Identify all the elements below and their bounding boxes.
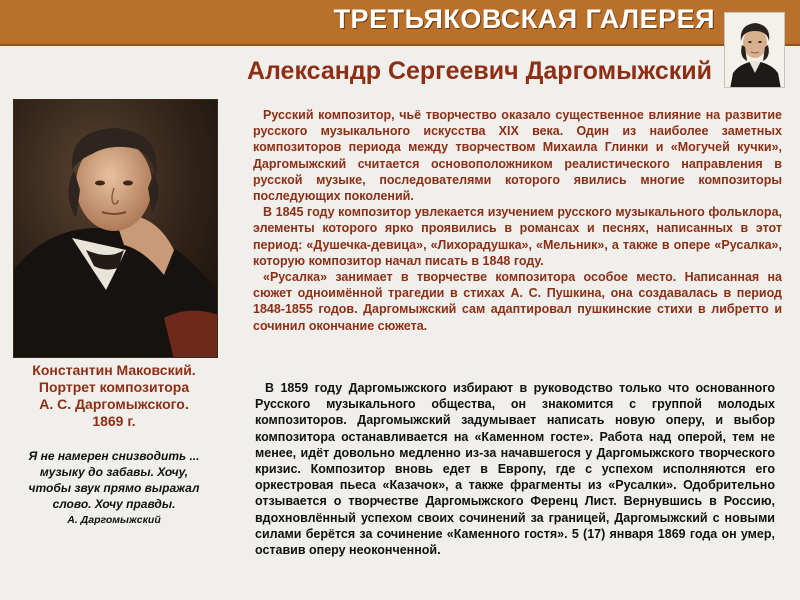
quote-line: чтобы звук прямо выражал — [28, 481, 200, 495]
composer-quote — [0, 448, 228, 528]
quote-line: Я не намерен снизводить ... — [28, 449, 200, 463]
thumbnail-portrait-image — [725, 13, 785, 88]
gallery-title: ТРЕТЬЯКОВСКАЯ ГАЛЕРЕЯ — [333, 4, 715, 34]
biography-later-years — [255, 380, 775, 558]
biography-paragraph: В 1845 году композитор увлекается изучением русского музыкального фольклора, элементы которого ярко проявились в романсах и песнях, написанных в этот период: «Душечка-девица», «Лихорадушка», «Мельник», а также в опере «Русалка», которую композитор начал писать в 1848 году. — [253, 205, 782, 268]
portrait-caption — [0, 362, 228, 430]
biography-paragraph: «Русалка» занимает в творчестве композитора особое место. Написанная на сюжет одноимённой трагедии в стихах А. С. Пушкина, она создавалась в период 1848-1855 годов. Даргомыжский сам адаптировал пушкинские стихи в либретто и сочинил окончание сюжета. — [253, 270, 782, 333]
quote-line: музыку до забавы. Хочу, — [39, 465, 189, 479]
caption-line: Портрет композитора — [38, 379, 190, 395]
caption-line: А. С. Даргомыжского. — [39, 396, 189, 412]
thumbnail-portrait — [724, 12, 785, 88]
biography-paragraph: Русский композитор, чьё творчество оказало существенное влияние на развитие русского музыкального искусства XIX века. Один из наиболее заметных композиторов периода между творчеством Михаила Глинки и «Могучей кучки», Даргомыжский считается основоположником реалистического направления в русской музыке, последователями которого явились многие композиторы последующих поколений. — [253, 108, 782, 204]
caption-line: Константин Маковский. — [32, 362, 196, 378]
caption-line: 1869 г. — [92, 413, 136, 429]
quote-line: слово. Хочу правды. — [52, 497, 176, 511]
composer-portrait — [13, 99, 218, 358]
quote-author: А. Даргомыжский — [67, 514, 161, 526]
biography-paragraph: В 1859 году Даргомыжского избирают в руководство только что основанного Русского музыкального общества, он знакомится с группой молодых композиторов. Даргомыжский задумывает написать новую оперу, и выбор композитора останавливается на «Каменном госте». Работа над оперой, тем не менее, идёт довольно медленно из-за начавшегося у Даргомыжского творческого кризис. Композитор вновь едет в Европу, где с успехом исполняются его оркестровая пьеса «Казачок», а также фрагменты из «Русалки». Одобрительно отзывается о творчестве Даргомыжского Ференц Лист. Вернувшись в Россию, вдохновлённый успехом своих сочинений за границей, Даргомыжский с новыми силами берётся за сочинение «Каменного гостя». 5 (17) января 1869 года он умер, оставив оперу неоконченной. — [255, 381, 775, 558]
composer-portrait-image — [14, 100, 218, 358]
biography-intro — [253, 107, 782, 334]
composer-name-title: Александр Сергеевич Даргомыжский — [246, 57, 712, 85]
